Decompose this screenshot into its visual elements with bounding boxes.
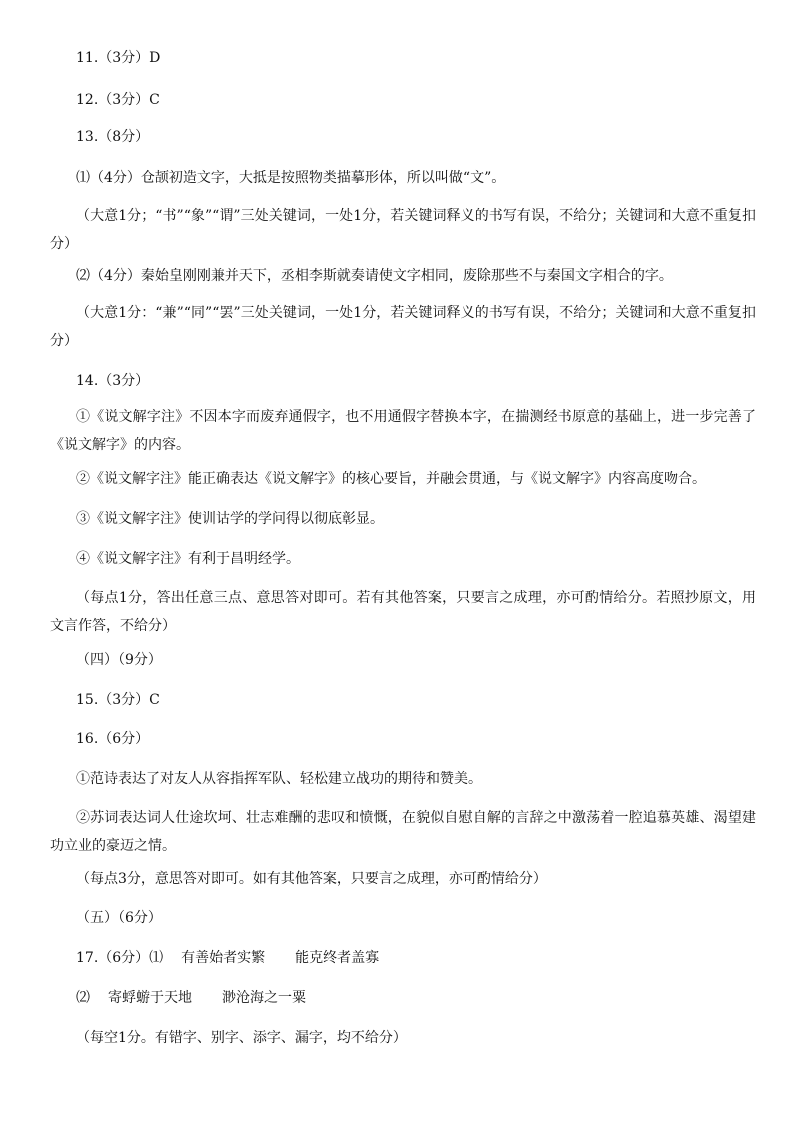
answer-q14-point3: ③《说文解字注》使训诂学的学问得以彻底彰显。 <box>76 511 384 527</box>
answer-q17-part2 <box>76 984 752 1012</box>
answer-q17-blank3: 寄蜉蝣于天地 <box>108 990 192 1006</box>
answer-q14-note: （每点1分，答出任意三点、意思答对即可。若有其他答案，只要言之成理，亦可酌情给分。若照抄原文，用文言作答，不给分） <box>50 590 756 634</box>
answer-q17-blank1: 有善始者实繁 <box>181 950 266 966</box>
section-four-header: （四）（9分） <box>76 652 162 668</box>
answer-q16-point2: ②苏词表达词人仕途坎坷、壮志难酬的悲叹和愤慨，在貌似自慰自解的言辞之中激荡着一腔追慕英雄、渴望建功立业的豪迈之情。 <box>50 810 756 854</box>
answer-q17-blank2: 能克终者盖寡 <box>295 950 380 966</box>
answer-q14-header: 14.（3分） <box>76 373 150 389</box>
answer-q11: 11.（3分）D <box>76 50 161 66</box>
answer-q17-part2-prefix: ⑵ <box>76 990 90 1006</box>
answer-q13-part1-note: （大意1分；“书”“象”“谓”三处关键词，一处1分，若关键词释义的书写有误，不给分；关键词和大意不重复扣分） <box>50 208 756 252</box>
answer-q17-blank4: 渺沧海之一粟 <box>222 990 306 1006</box>
answer-q16-point1: ①范诗表达了对友人从容指挥军队、轻松建立战功的期待和赞美。 <box>76 771 482 787</box>
section-five-header: （五）（6分） <box>76 910 162 926</box>
answer-q16-note: （每点3分，意思答对即可。如有其他答案，只要言之成理，亦可酌情给分） <box>76 871 547 887</box>
answer-q14-point4: ④《说文解字注》有利于昌明经学。 <box>76 551 300 567</box>
answer-q13-part2-note: （大意1分：“兼”“同”“罢”三处关键词，一处1分，若关键词释义的书写有误，不给分；关键词和大意不重复扣分） <box>50 305 756 349</box>
answer-q17-prefix: 17.（6分）⑴ <box>76 950 164 966</box>
answer-q15: 15.（3分）C <box>76 692 160 708</box>
answer-q16-header: 16.（6分） <box>76 731 150 747</box>
answer-q13-header: 13.（8分） <box>76 129 150 145</box>
answer-q17-note: （每空1分。有错字、别字、添字、漏字，均不给分） <box>76 1030 407 1046</box>
answer-q17-part1 <box>76 944 752 972</box>
answer-q12: 12.（3分）C <box>76 92 160 108</box>
answer-q13-part1: ⑴（4分）仓颉初造文字，大抵是按照物类描摹形体，所以叫做“文”。 <box>76 170 506 186</box>
answer-q14-point2: ②《说文解字注》能正确表达《说文解字》的核心要旨，并融会贯通，与《说文解字》内容高度吻合。 <box>76 471 706 487</box>
answer-q13-part2: ⑵（4分）秦始皇刚刚兼并天下，丞相李斯就奏请使文字相同，废除那些不与秦国文字相合的字。 <box>76 268 673 284</box>
answer-q14-point1: ①《说文解字注》不因本字而废弃通假字，也不用通假字替换本字，在揣测经书原意的基础上，进一步完善了《说文解字》的内容。 <box>50 409 756 453</box>
